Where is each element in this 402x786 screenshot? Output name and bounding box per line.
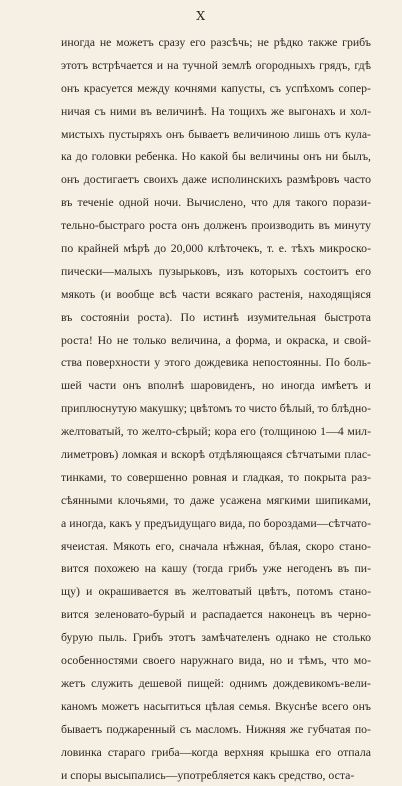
text-line: шей части онъ вполнѣ шаровиденъ, но иногда имѣетъ и [61,374,371,397]
text-line: въ состояніи роста). По истинѣ изумительная быстрота [61,306,371,329]
text-line: щу) и окрашивается въ желтоватый цвѣтъ, потомъ стано- [61,580,371,603]
text-line: особенностями своего наружнаго вида, но и тѣмъ, что мо- [61,649,371,672]
text-line: желтоватый, то желто-сѣрый; кора его (толщиною 1—4 мил- [61,420,371,443]
text-line: тинками, то совершенно ровная и гладкая, то покрыта раз- [61,466,371,489]
text-line: бурую пыль. Грибъ этотъ замѣчателенъ однако не столько [61,626,371,649]
text-line: въ теченіе одной ночи. Вычислено, что для такого порази- [61,191,371,214]
text-line: сѣянными клочьями, то даже усажена мягкими шипиками, [61,489,371,512]
text-line: ячеистая. Мякоть его, сначала нѣжная, бѣлая, скоро стано- [61,535,371,558]
body-text [61,31,371,786]
text-line: и споры высыпались—употребляется какъ средство, оста- [61,764,371,786]
text-line: мистыхъ пустыряхъ онъ бываетъ величиною лишь отъ кула- [61,123,371,146]
text-line: вится похожею на кашу (тогда грибъ уже негоденъ въ пи- [61,557,371,580]
text-line: пически—малыхъ пузырьковъ, изъ которыхъ состоитъ его [61,260,371,283]
text-line: а иногда, какъ у предъидущаго вида, по бороздами—сѣтчато- [61,512,371,535]
text-line: приплюснутую макушку; цвѣтомъ то чисто бѣлый, то блѣдно- [61,397,371,420]
text-line: онъ красуется между кочнями капусты, съ успѣхомъ сопер- [61,77,371,100]
text-line: иногда не можетъ сразу его разсѣчь; не рѣдко также грибъ [61,31,371,54]
text-line: ничая съ ними въ величинѣ. На тощихъ же выгонахъ и хол- [61,100,371,123]
text-line: вится зеленовато-бурый и распадается наконецъ въ черно- [61,603,371,626]
text-line: тельно-быстраго роста онъ долженъ производить въ минуту [61,214,371,237]
text-line: ловинка стараго гриба—когда верхняя крышка его отпала [61,741,371,764]
text-line: лиметровъ) ломкая и вскорѣ отдѣляющаяся сѣтчатыми плас- [61,443,371,466]
text-line: этотъ встрѣчается и на тучной землѣ огородныхъ грядъ, гдѣ [61,54,371,77]
text-line: бываетъ поджаренный съ масломъ. Нижняя же губчатая по- [61,718,371,741]
text-line: онъ достигаетъ своихъ даже исполинскихъ размѣровъ часто [61,168,371,191]
text-line: ка до головки ребенка. Но какой бы величины онъ ни былъ, [61,145,371,168]
page-number: X [0,8,402,23]
text-line: роста! Но не только величина, а форма, и окраска, и свой- [61,329,371,352]
text-line: каномъ можетъ насытиться цѣлая семья. Вкуснѣе всего онъ [61,695,371,718]
text-line: ства поверхности у этого дождевика непостоянны. По боль- [61,351,371,374]
text-line: мякоть (и вообще всѣ части всякаго растенія, находящіяся [61,283,371,306]
text-line: по крайней мѣрѣ до 20,000 клѣточекъ, т. е. тѣхъ микроско- [61,237,371,260]
text-line: жетъ служить дешевой пищей: однимъ дождевикомъ-вели- [61,672,371,695]
